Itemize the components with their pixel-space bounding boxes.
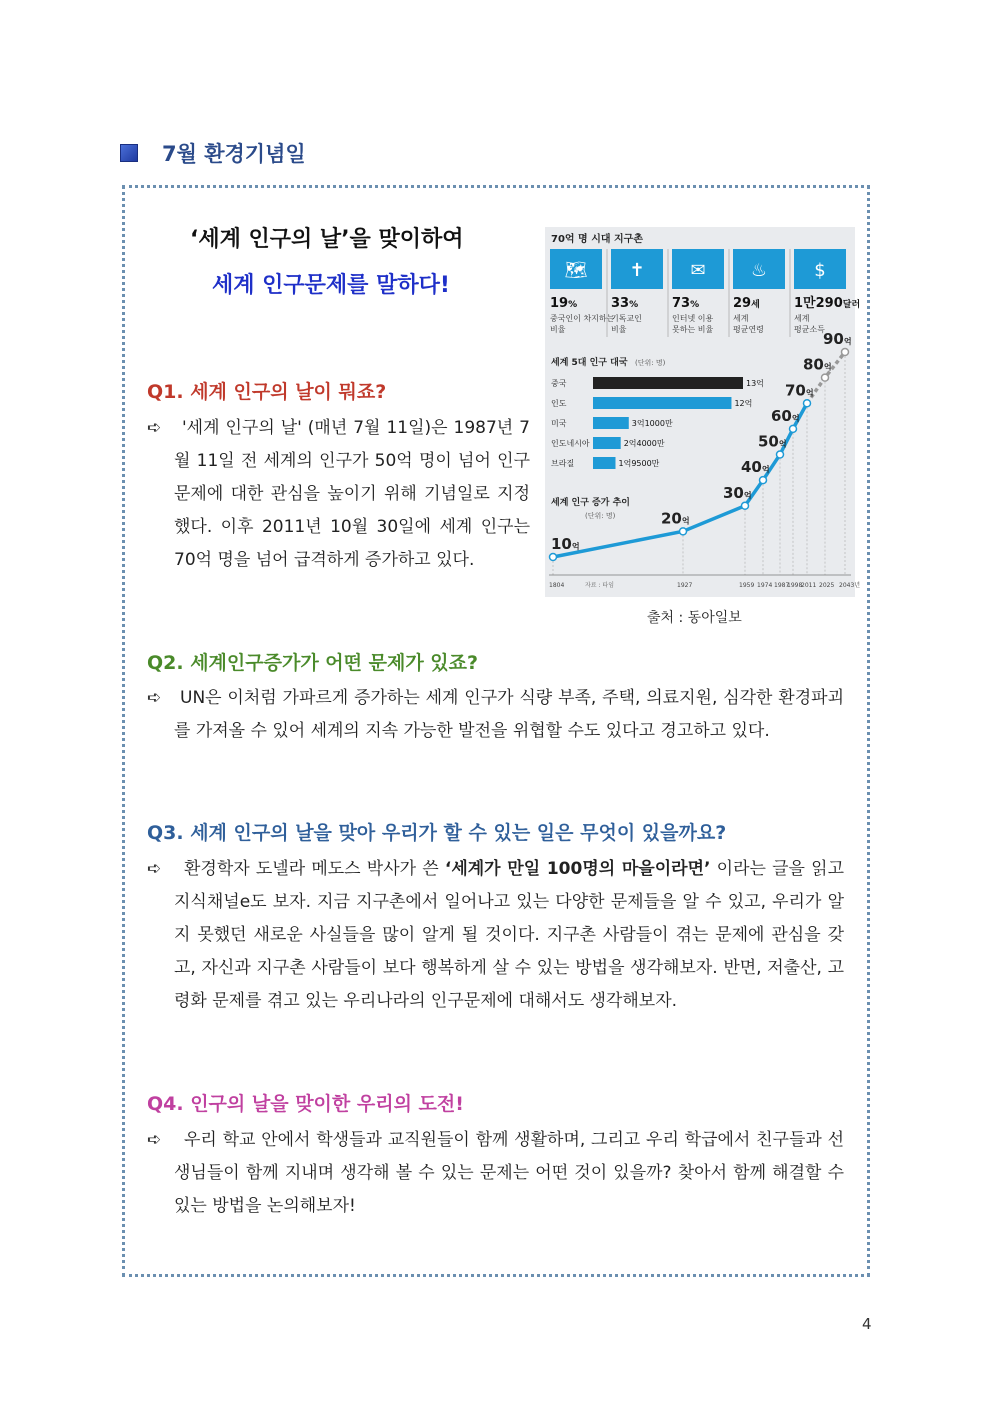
line-chart-unit: (단위: 명) <box>585 512 616 520</box>
stats-title: 70억 명 시대 지구촌 <box>551 234 643 245</box>
bar-chart-unit: (단위: 명) <box>635 359 666 367</box>
line-point <box>804 400 811 407</box>
line-point <box>680 528 687 535</box>
q1-title: Q1. 세계 인구의 날이 뭐죠? <box>147 381 387 403</box>
stat-unit: % <box>690 300 700 310</box>
page-number: 4 <box>862 1315 872 1333</box>
stat-label: 인터넷 이용 <box>672 314 714 323</box>
line-value-label <box>785 381 814 399</box>
q2-arrow-icon: ➪ <box>147 688 162 708</box>
line-value-number: 50 <box>758 432 779 451</box>
source-note: 출처 : 동아일보 <box>647 610 742 626</box>
bar-value-label: 13억 <box>746 379 764 388</box>
line-value-label <box>741 458 770 476</box>
bar <box>593 377 743 389</box>
headline-line2: 세계 인구문제를 말하다! <box>212 273 450 298</box>
q2-body <box>174 682 844 748</box>
bar-value-label: 3억1000만 <box>631 419 673 428</box>
line-value-unit: 억 <box>823 362 832 372</box>
line-value-label <box>803 356 832 374</box>
bar-chart-title: 세계 5대 인구 대국 <box>551 358 628 368</box>
section-header <box>120 138 306 168</box>
line-value-unit: 억 <box>571 542 580 551</box>
bar <box>593 397 731 409</box>
q4-body-text: 우리 학교 안에서 학생들과 교직원들이 함께 생활하며, 그리고 우리 학급에서 친구들과 선생님들이 함께 지내며 생각해 볼 수 있는 문제는 어떤 것이 있을까? 찾아서 함께 해결할 수 있는 방법을 논의해보자! <box>174 1130 844 1216</box>
line-value-unit: 억 <box>791 413 800 423</box>
x-tick-label: 2043년 <box>839 582 861 589</box>
bar-category-label: 미국 <box>551 419 567 428</box>
section-title: 7월 환경기념일 <box>162 142 306 166</box>
line-value-number: 40 <box>741 458 762 477</box>
q3-title: Q3. 세계 인구의 날을 맞아 우리가 할 수 있는 일은 무엇이 있을까요? <box>147 822 727 844</box>
bar <box>593 417 629 429</box>
line-value-number: 10 <box>551 535 572 553</box>
q1-body-text: '세계 인구의 날' (매년 7월 11일)은 1987년 7월 11일 전 세계의 인구가 50억 명이 넘어 인구 문제에 대한 관심을 높이기 위해 기념일로 지정했다. 이후 2011년 10월 30일에 세계 인구는 70억 명을 넘어 급격하게 증가하고 있다. <box>174 418 530 570</box>
x-tick-label: 1927 <box>677 582 693 589</box>
x-tick-label: 1974 <box>757 582 773 589</box>
x-tick-label: 1959 <box>739 582 755 589</box>
stat-value <box>733 296 760 311</box>
bar-category-label: 중국 <box>551 379 567 388</box>
q2-title: Q2. 세계인구증가가 어떤 문제가 있죠? <box>147 652 479 674</box>
q2-body-text: UN은 이처럼 가파르게 증가하는 세계 인구가 식량 부족, 주택, 의료지원, 심각한 환경파괴를 가져올 수 있어 세계의 지속 가능한 발전을 위협할 수도 있다고 경고하고 있다. <box>174 688 844 741</box>
line-value-label <box>771 407 800 425</box>
money-icon: $ <box>814 260 826 281</box>
bar-value-label: 2억4000만 <box>623 439 665 448</box>
line-point <box>550 554 557 561</box>
line-chart-title: 세계 인구 증가 추이 <box>551 498 630 508</box>
q1-arrow-icon: ➪ <box>147 418 162 438</box>
x-tick-label: 2011 <box>801 582 817 589</box>
bar-value-label: 12억 <box>734 399 753 408</box>
line-value-label <box>551 535 580 553</box>
stat-number: 29 <box>733 296 752 311</box>
stat-label: 평균소득 <box>794 325 825 334</box>
stat-unit: % <box>568 300 578 310</box>
stat-value <box>550 296 577 311</box>
population-infographic <box>545 227 861 597</box>
stat-label: 세계 <box>794 314 810 323</box>
line-point <box>790 425 797 432</box>
stat-unit: % <box>629 300 639 310</box>
q3-arrow-icon: ➪ <box>147 859 162 879</box>
x-tick-label: 1987 <box>774 582 790 589</box>
q3-body-pre: 환경학자 도넬라 메도스 박사가 쓴 <box>184 859 445 879</box>
stat-number: 1만290 <box>794 296 843 311</box>
line-chart-source: 자료 : 타임 <box>585 582 615 589</box>
bar-category-label: 브라질 <box>551 459 575 468</box>
line-value-unit: 억 <box>778 439 787 449</box>
line-value-label <box>758 433 787 451</box>
x-tick-label: 2025 <box>819 582 835 589</box>
stat-number: 19 <box>550 296 569 311</box>
q1-body <box>174 412 530 577</box>
stat-number: 33 <box>611 296 630 311</box>
stat-label: 세계 <box>733 314 749 323</box>
stat-number: 73 <box>672 296 691 311</box>
stat-label: 못하는 비율 <box>672 325 714 334</box>
stat-unit: 세 <box>751 300 760 310</box>
stat-label: 중국인이 차지하는 <box>550 314 615 323</box>
stat-label: 평균연령 <box>733 325 764 334</box>
section-bullet-icon <box>120 144 138 162</box>
line-value-number: 90 <box>823 330 844 348</box>
stat-label: 비율 <box>611 325 627 334</box>
q3-book-title: ‘세계가 만일 100명의 마을이라면’ <box>444 859 711 879</box>
line-value-number: 60 <box>771 406 792 425</box>
bar-value-label: 1억9500만 <box>618 459 660 468</box>
line-value-unit: 억 <box>805 388 814 398</box>
q4-arrow-icon: ➪ <box>147 1130 162 1150</box>
line-value-number: 80 <box>803 355 824 374</box>
line-value-unit: 억 <box>843 337 852 346</box>
q4-title: Q4. 인구의 날을 맞이한 우리의 도전! <box>147 1093 464 1115</box>
line-value-label <box>823 330 852 348</box>
q4-body <box>174 1124 844 1223</box>
stat-value <box>611 296 638 311</box>
cross-icon: ✝ <box>629 260 645 281</box>
infographic-svg <box>545 227 861 597</box>
x-tick-label: 1998 <box>787 582 803 589</box>
line-value-unit: 억 <box>681 516 690 526</box>
line-value-unit: 억 <box>743 490 752 500</box>
bar <box>593 457 616 469</box>
candle-icon: ♨ <box>750 260 768 281</box>
line-value-number: 30 <box>723 483 744 502</box>
line-value-unit: 억 <box>761 465 770 475</box>
stat-value <box>672 296 699 311</box>
q3-body <box>174 853 844 1018</box>
mail-icon: ✉ <box>690 260 706 281</box>
stat-label: 비율 <box>550 325 566 334</box>
stat-value <box>794 295 860 311</box>
bar-category-label: 인도 <box>551 399 567 408</box>
line-value-number: 20 <box>661 509 682 528</box>
bar <box>593 437 621 449</box>
line-point <box>842 349 849 356</box>
x-tick-label: 1804 <box>549 582 565 589</box>
stat-label: 기독교인 <box>611 314 642 323</box>
line-value-label <box>661 509 690 527</box>
line-point <box>777 451 784 458</box>
line-value-number: 70 <box>785 381 806 400</box>
headline-line1: ‘세계 인구의 날’을 맞이하여 <box>190 227 464 252</box>
line-point <box>742 502 749 509</box>
q3-body-post: 이라는 글을 읽고 지식채널e도 보자. 지금 지구촌에서 일어나고 있는 다양한 문제들을 알 수 있고, 우리가 알지 못했던 새로운 사실들을 많이 알게 될 것이다. 지구촌 사람들이 겪는 문제에 관심을 갖고, 자신과 지구촌 사람들이 보다 행복하게 살 수 있는 방법을 생각해보자. 반면, 저출산, 고령화 문제를 겪고 있는 우리나라의 인구문제에 대해서도 생각해보자. <box>174 859 844 1011</box>
line-point <box>822 374 829 381</box>
line-value-label <box>723 484 752 502</box>
stat-unit: 달러 <box>842 300 861 310</box>
bar-category-label: 인도네시아 <box>551 439 590 448</box>
china-map-icon: 🗺 <box>564 260 588 281</box>
line-point <box>760 477 767 484</box>
